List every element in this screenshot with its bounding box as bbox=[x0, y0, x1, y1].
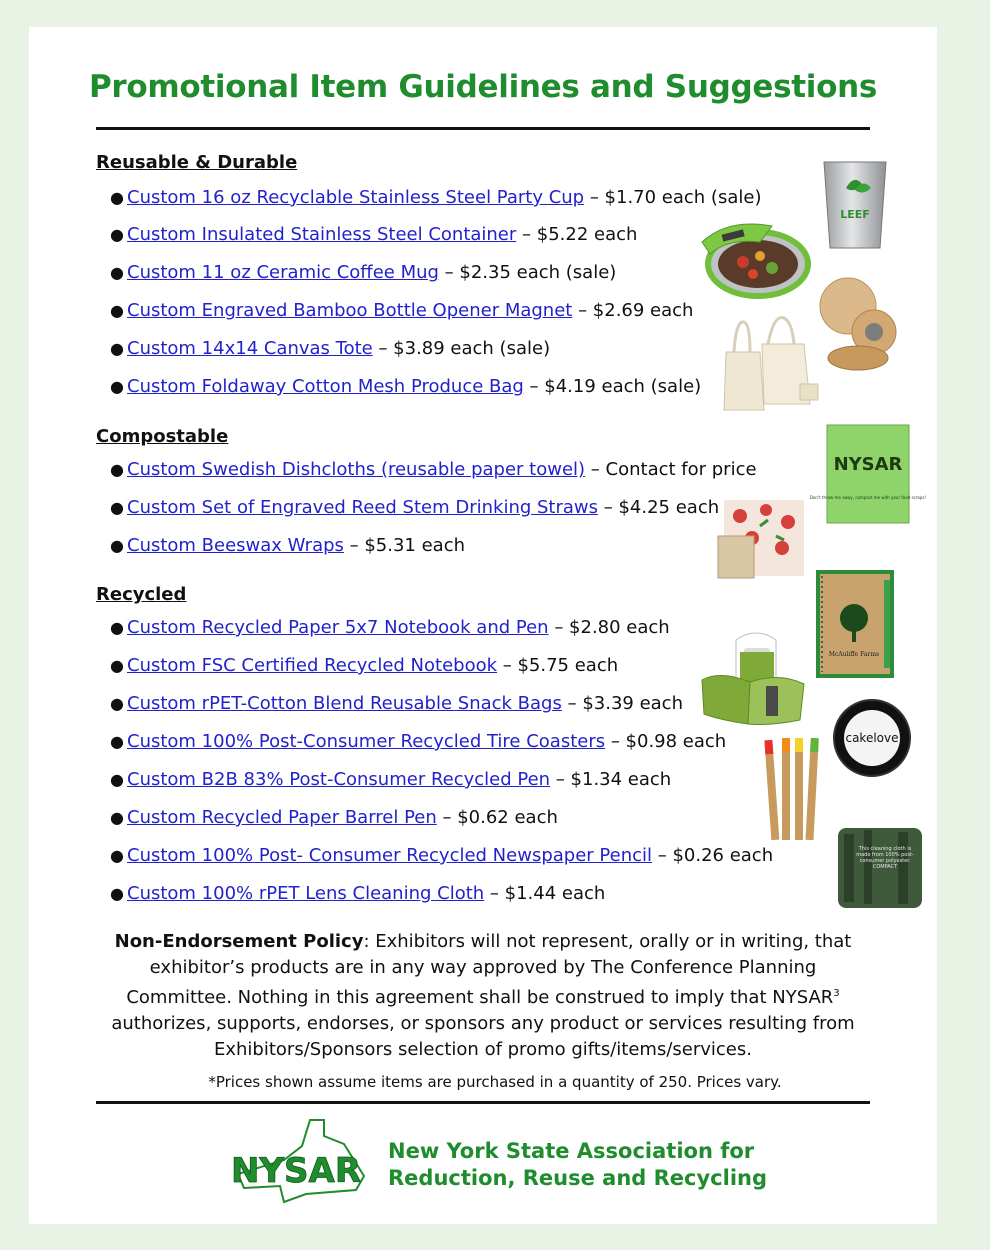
product-link[interactable]: Custom Insulated Stainless Steel Container bbox=[127, 224, 517, 245]
list-item: ● Custom 100% Post- Consumer Recycled Newspaper Pencil – $0.26 each bbox=[110, 845, 774, 866]
list-item: ● Custom 100% Post-Consumer Recycled Tire Coasters – $0.98 each bbox=[110, 731, 727, 752]
nysar-logo bbox=[224, 1116, 374, 1206]
beeswax-wrap-image bbox=[716, 496, 806, 580]
product-price: – $0.62 each bbox=[436, 807, 558, 828]
product-price: – Contact for price bbox=[585, 459, 757, 480]
product-price: – $3.39 each bbox=[561, 693, 683, 714]
lens-cloth-image bbox=[838, 828, 922, 908]
coaster-brand: cakelove bbox=[845, 731, 899, 745]
section-heading-recycled: Recycled bbox=[96, 584, 187, 605]
policy-label: Non-Endorsement Policy bbox=[114, 931, 364, 952]
notebook-brand: McAuliffe Farms bbox=[828, 651, 880, 658]
list-item: ● Custom Beeswax Wraps – $5.31 each bbox=[110, 535, 466, 556]
cloth-text: This cleaning cloth is made from 100% post-consumer polyester. COMPACT bbox=[856, 846, 914, 870]
product-price: – $5.75 each bbox=[497, 655, 619, 676]
product-link[interactable]: Custom 100% Post- Consumer Recycled Newspaper Pencil bbox=[127, 845, 652, 866]
product-price: – $5.31 each bbox=[343, 535, 466, 556]
product-link[interactable]: Custom Engraved Bamboo Bottle Opener Magnet bbox=[127, 300, 573, 321]
product-link[interactable]: Custom Foldaway Cotton Mesh Produce Bag bbox=[127, 376, 524, 397]
product-price: – $2.35 each (sale) bbox=[438, 262, 617, 283]
list-item: ● Custom FSC Certified Recycled Notebook – $5.75 each bbox=[110, 655, 619, 676]
product-link[interactable]: Custom 14x14 Canvas Tote bbox=[127, 338, 373, 359]
list-item: ● Custom Engraved Bamboo Bottle Opener Magnet – $2.69 each bbox=[110, 300, 694, 321]
product-price: – $1.70 each (sale) bbox=[584, 187, 762, 208]
list-item: ● Custom Foldaway Cotton Mesh Produce Bag – $4.19 each (sale) bbox=[110, 376, 702, 397]
price-footnote: *Prices shown assume items are purchased in a quantity of 250. Prices vary. bbox=[208, 1073, 782, 1091]
section-heading-compostable: Compostable bbox=[96, 426, 229, 447]
list-item: ● Custom rPET-Cotton Blend Reusable Snack Bags – $3.39 each bbox=[110, 693, 683, 714]
list-item: ● Custom 100% rPET Lens Cleaning Cloth – $1.44 each bbox=[110, 883, 606, 904]
list-item: ● Custom Insulated Stainless Steel Container – $5.22 each bbox=[110, 224, 638, 245]
org-name-line-1: New York State Association for bbox=[388, 1139, 755, 1163]
food-container-image bbox=[698, 212, 810, 298]
policy-superscript: 3 bbox=[833, 988, 840, 999]
tire-coaster-image bbox=[832, 698, 912, 778]
cup-brand: LEEF bbox=[840, 208, 870, 221]
product-link[interactable]: Custom 16 oz Recyclable Stainless Steel Party Cup bbox=[127, 187, 585, 208]
dishcloth-image bbox=[809, 424, 927, 524]
page-title: Promotional Item Guidelines and Suggestions bbox=[88, 69, 878, 105]
list-item: ● Custom 14x14 Canvas Tote – $3.89 each (sale) bbox=[110, 338, 551, 359]
bottom-divider bbox=[96, 1101, 870, 1104]
notebook-image bbox=[814, 570, 896, 678]
party-cup-image bbox=[822, 158, 888, 250]
product-price: – $1.34 each bbox=[550, 769, 672, 790]
non-endorsement-policy bbox=[98, 929, 868, 1063]
organization-name bbox=[388, 1138, 767, 1192]
product-link[interactable]: Custom Recycled Paper Barrel Pen bbox=[127, 807, 437, 828]
product-link[interactable]: Custom Set of Engraved Reed Stem Drinking Straws bbox=[127, 497, 599, 518]
product-price: – $4.25 each bbox=[598, 497, 720, 518]
product-price: – $0.26 each bbox=[652, 845, 774, 866]
dishcloth-small: Don't throw me away, compost me with your food scraps! bbox=[809, 495, 927, 500]
product-price: – $0.98 each bbox=[605, 731, 727, 752]
org-name-line-2: Reduction, Reuse and Recycling bbox=[388, 1166, 768, 1190]
product-price: – $2.80 each bbox=[548, 617, 670, 638]
dishcloth-brand: NYSAR bbox=[833, 454, 903, 475]
product-link[interactable]: Custom B2B 83% Post-Consumer Recycled Pen bbox=[127, 769, 551, 790]
list-item: ● Custom B2B 83% Post-Consumer Recycled Pen – $1.34 each bbox=[110, 769, 672, 790]
logo-text: NYSAR bbox=[230, 1151, 362, 1191]
product-link[interactable]: Custom rPET-Cotton Blend Reusable Snack Bags bbox=[127, 693, 562, 714]
list-item: ● Custom Recycled Paper Barrel Pen – $0.62 each bbox=[110, 807, 558, 828]
produce-bag-image bbox=[720, 314, 824, 414]
product-price: – $2.69 each bbox=[572, 300, 694, 321]
list-item: ● Custom Swedish Dishcloths (reusable paper towel) – Contact for price bbox=[110, 459, 757, 480]
pens-image bbox=[764, 736, 828, 850]
list-item: ● Custom 16 oz Recyclable Stainless Steel Party Cup – $1.70 each (sale) bbox=[110, 187, 762, 208]
list-item: ● Custom Set of Engraved Reed Stem Drinking Straws – $4.25 each bbox=[110, 497, 720, 518]
policy-text: : Exhibitors will not represent, orally or in writing, that exhibitor’s products are in any way approved by The Conference Planning Committee. Nothing in this agreement shall be construed to imply that NYSAR bbox=[126, 931, 852, 1008]
product-price: – $3.89 each (sale) bbox=[372, 338, 551, 359]
product-price: – $5.22 each bbox=[516, 224, 638, 245]
top-divider bbox=[96, 127, 870, 130]
product-link[interactable]: Custom Recycled Paper 5x7 Notebook and Pen bbox=[127, 617, 549, 638]
product-price: – $1.44 each bbox=[484, 883, 606, 904]
bottle-opener-image bbox=[818, 276, 898, 372]
snack-bags-image bbox=[700, 630, 812, 726]
list-item: ● Custom 11 oz Ceramic Coffee Mug – $2.35 each (sale) bbox=[110, 262, 617, 283]
product-link[interactable]: Custom Beeswax Wraps bbox=[127, 535, 344, 556]
product-link[interactable]: Custom 100% Post-Consumer Recycled Tire Coasters bbox=[127, 731, 606, 752]
product-link[interactable]: Custom 11 oz Ceramic Coffee Mug bbox=[127, 262, 439, 283]
product-link[interactable]: Custom Swedish Dishcloths (reusable paper towel) bbox=[127, 459, 586, 480]
list-item: ● Custom Recycled Paper 5x7 Notebook and Pen – $2.80 each bbox=[110, 617, 670, 638]
policy-text-2: authorizes, supports, endorses, or sponsors any product or services resulting from Exhibitors/Sponsors selection of promo gifts/items/services. bbox=[111, 1013, 855, 1060]
section-heading-reusable: Reusable & Durable bbox=[96, 152, 298, 173]
product-link[interactable]: Custom FSC Certified Recycled Notebook bbox=[127, 655, 498, 676]
product-price: – $4.19 each (sale) bbox=[523, 376, 702, 397]
product-link[interactable]: Custom 100% rPET Lens Cleaning Cloth bbox=[127, 883, 485, 904]
